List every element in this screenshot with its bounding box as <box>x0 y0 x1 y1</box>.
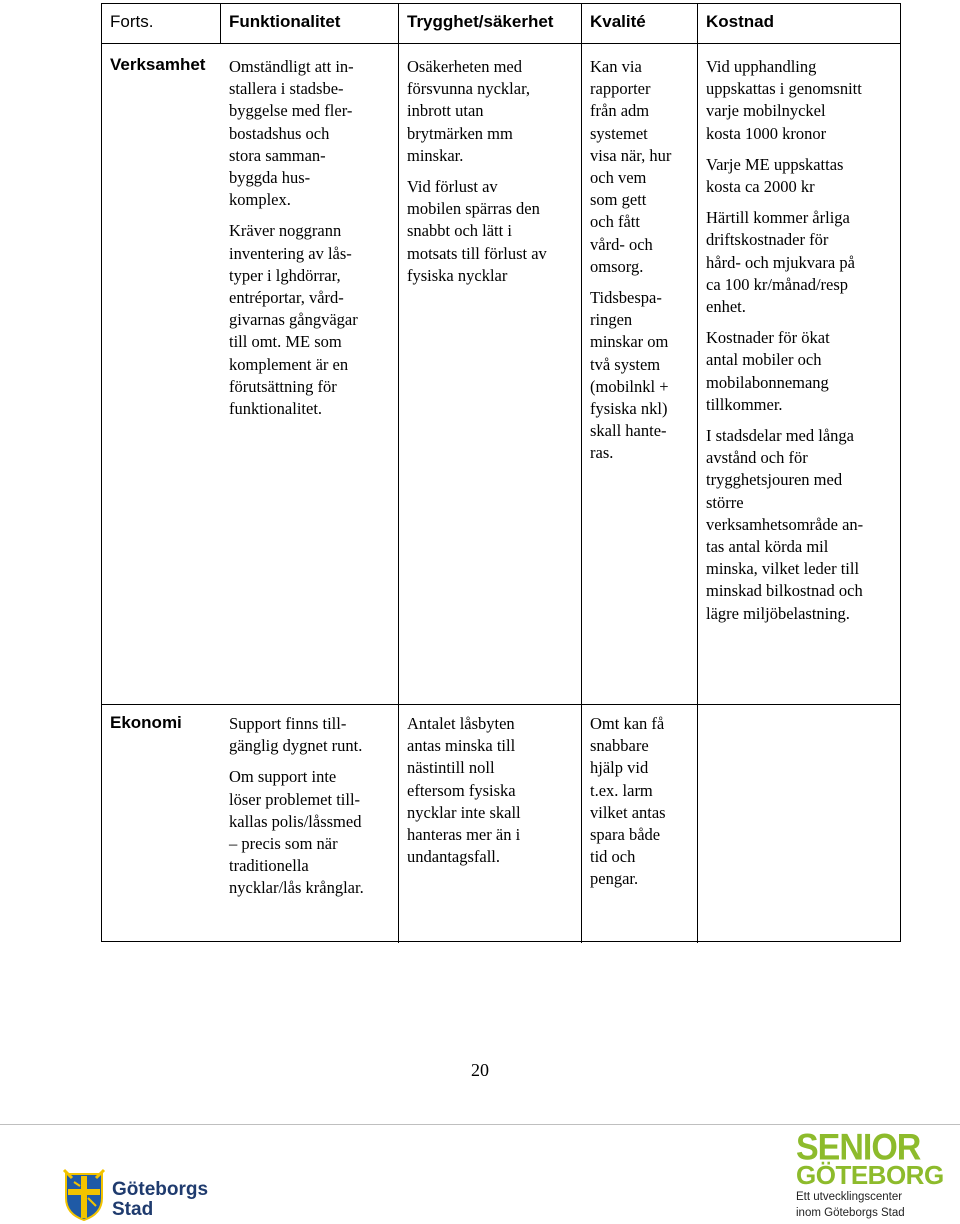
senior-goteborg-logo <box>796 1126 944 1220</box>
cell-line: tid och <box>590 847 636 867</box>
cell-paragraph <box>590 713 690 891</box>
cell-line: ras. <box>590 443 614 463</box>
cell-line: löser problemet till- <box>229 789 361 809</box>
cell-line: rapporter <box>590 79 651 99</box>
cell-line: mobilabonnemang <box>706 372 829 392</box>
logo-goteborg-text: GÖTEBORG <box>796 1160 944 1190</box>
cell-line: hård- och mjukvara på <box>706 252 855 272</box>
cell-paragraph <box>590 56 690 278</box>
cell-ekonomi-funktionalitet <box>229 713 389 909</box>
cell-line: snabbt och lätt i <box>407 221 512 241</box>
cell-line: stallera i stadsbe- <box>229 79 344 99</box>
cell-line: och fått <box>590 212 640 232</box>
cell-line: förutsättning för <box>229 376 337 396</box>
cell-line: Tidsbespa- <box>590 288 662 308</box>
cell-line: större <box>706 492 744 512</box>
cell-line: Omständligt att in- <box>229 57 354 76</box>
row-label-verksamhet: Verksamhet <box>110 55 206 74</box>
cell-line: omsorg. <box>590 256 644 276</box>
page-number: 20 <box>471 1060 489 1080</box>
cell-line: brytmärken mm <box>407 123 513 143</box>
cell-line: nycklar inte skall <box>407 802 521 822</box>
cell-line: Kan via <box>590 57 642 76</box>
cell-line: tillkommer. <box>706 394 783 414</box>
cell-line: Om support inte <box>229 767 337 787</box>
col-divider <box>581 4 582 943</box>
cell-line: varje mobilnyckel <box>706 101 826 121</box>
cell-line: kosta ca 2000 kr <box>706 177 815 197</box>
cell-line: komplex. <box>229 190 291 210</box>
cell-line: Antalet låsbyten <box>407 714 515 733</box>
cell-paragraph <box>407 713 567 868</box>
cell-verksamhet-funktionalitet <box>229 56 381 429</box>
cell-line: Support finns till- <box>229 714 347 733</box>
cell-line: minskar om <box>590 332 669 352</box>
cell-line: typer i lghdörrar, <box>229 265 341 285</box>
cell-line: inbrott utan <box>407 101 484 121</box>
cell-line: Vid förlust av <box>407 177 498 197</box>
cell-line: ringen <box>590 310 633 330</box>
cell-line: hanteras mer än i <box>407 825 521 845</box>
logo-subtitle-2: inom Göteborgs Stad <box>796 1207 905 1219</box>
cell-line: bostadshus och <box>229 123 330 143</box>
cell-line: driftskostnader för <box>706 230 829 250</box>
header-kostnad: Kostnad <box>706 12 774 31</box>
header-forts: Forts. <box>110 12 154 31</box>
cell-line: två system <box>590 354 661 374</box>
cell-paragraph <box>706 154 896 198</box>
cell-line: givarnas gångvägar <box>229 310 358 330</box>
cell-line: Osäkerheten med <box>407 57 522 76</box>
cell-verksamhet-trygghet <box>407 56 567 296</box>
cell-verksamhet-kvalite <box>590 56 690 474</box>
footer-divider <box>0 1124 960 1125</box>
cell-line: vilket antas <box>590 802 666 822</box>
cell-line: stora samman- <box>229 145 326 165</box>
cell-line: pengar. <box>590 869 639 889</box>
cell-line: traditionella <box>229 856 309 876</box>
cell-line: som gett <box>590 190 647 210</box>
cell-line: antal mobiler och <box>706 350 822 370</box>
cell-line: snabbare <box>590 736 649 756</box>
cell-line: till omt. ME som <box>229 332 342 352</box>
cell-line: fysiska nkl) <box>590 399 668 419</box>
cell-line: byggda hus- <box>229 168 311 188</box>
cell-ekonomi-kvalite <box>590 713 690 900</box>
header-kvalite: Kvalité <box>590 12 646 31</box>
col-divider <box>697 4 698 943</box>
cell-line: t.ex. larm <box>590 780 653 800</box>
cell-line: nästintill noll <box>407 758 495 778</box>
cell-ekonomi-trygghet <box>407 713 567 877</box>
cell-paragraph <box>229 220 381 420</box>
cell-line: motsats till förlust av <box>407 243 547 263</box>
cell-line: systemet <box>590 123 648 143</box>
cell-paragraph <box>407 56 567 167</box>
row-label-ekonomi: Ekonomi <box>110 713 182 732</box>
cell-line: antas minska till <box>407 736 516 756</box>
cell-line: tas antal körda mil <box>706 537 829 557</box>
cell-paragraph <box>229 56 381 211</box>
header-funktionalitet: Funktionalitet <box>229 12 341 31</box>
cell-paragraph <box>706 327 896 416</box>
cell-line: visa när, hur <box>590 145 672 165</box>
coat-of-arms-icon <box>62 1168 106 1222</box>
cell-line: ca 100 kr/månad/resp <box>706 274 849 294</box>
logo-subtitle-1: Ett utvecklingscenter <box>796 1191 903 1203</box>
cell-line: minska, vilket leder till <box>706 559 860 579</box>
cell-line: minskad bilkostnad och <box>706 581 863 601</box>
cell-line: uppskattas i genomsnitt <box>706 79 862 99</box>
cell-line: skall hante- <box>590 421 667 441</box>
cell-line: (mobilnkl + <box>590 376 669 396</box>
cell-line: från adm <box>590 101 650 121</box>
cell-paragraph <box>706 207 896 318</box>
cell-line: spara både <box>590 825 661 845</box>
logo-text-goteborgs: Göteborgs <box>112 1179 209 1200</box>
logo-senior-text: SENIOR <box>796 1126 921 1169</box>
cell-line: inventering av lås- <box>229 243 352 263</box>
cell-line: avstånd och för <box>706 448 808 468</box>
cell-line: eftersom fysiska <box>407 780 516 800</box>
cell-paragraph <box>229 713 389 757</box>
cell-line: försvunna nycklar, <box>407 79 531 99</box>
cell-paragraph <box>407 176 567 287</box>
cell-line: Kräver noggrann <box>229 221 342 241</box>
cell-paragraph <box>706 425 896 625</box>
cell-line: Kostnader för ökat <box>706 328 830 348</box>
cell-verksamhet-kostnad <box>706 56 896 634</box>
logo-text-stad: Stad <box>112 1199 154 1220</box>
cell-line: fysiska nycklar <box>407 265 508 285</box>
cell-line: Omt kan få <box>590 714 665 733</box>
cell-line: verksamhetsområde an- <box>706 514 864 534</box>
cell-paragraph <box>706 56 896 145</box>
cell-line: och vem <box>590 168 647 188</box>
cell-line: Vid upphandling <box>706 57 817 76</box>
cell-line: komplement är en <box>229 354 349 374</box>
cell-line: entréportar, vård- <box>229 288 344 308</box>
cell-line: enhet. <box>706 297 746 317</box>
cell-line: trygghetsjouren med <box>706 470 843 490</box>
cell-line: I stadsdelar med långa <box>706 426 854 446</box>
cell-line: vård- och <box>590 234 653 254</box>
cell-line: kallas polis/låssmed <box>229 811 362 831</box>
cell-paragraph <box>590 287 690 465</box>
col-divider <box>398 4 399 943</box>
cell-line: Härtill kommer årliga <box>706 208 850 228</box>
header-trygghet: Trygghet/säkerhet <box>407 12 554 31</box>
row-divider <box>102 704 900 705</box>
cell-line: – precis som när <box>229 834 338 854</box>
cell-line: kosta 1000 kronor <box>706 123 827 143</box>
goteborgs-stad-logo <box>62 1168 222 1224</box>
evaluation-table <box>101 3 901 942</box>
cell-line: gänglig dygnet runt. <box>229 736 363 756</box>
cell-line: minskar. <box>407 145 464 165</box>
cell-line: lägre miljöbelastning. <box>706 603 850 623</box>
cell-line: byggelse med fler- <box>229 101 353 121</box>
col-divider <box>220 4 221 44</box>
cell-line: mobilen spärras den <box>407 199 540 219</box>
cell-line: nycklar/lås krånglar. <box>229 878 364 898</box>
cell-line: funktionalitet. <box>229 399 323 419</box>
cell-line: Varje ME uppskattas <box>706 154 844 174</box>
cell-paragraph <box>229 766 389 899</box>
cell-line: undantagsfall. <box>407 847 501 867</box>
cell-line: hjälp vid <box>590 758 649 778</box>
